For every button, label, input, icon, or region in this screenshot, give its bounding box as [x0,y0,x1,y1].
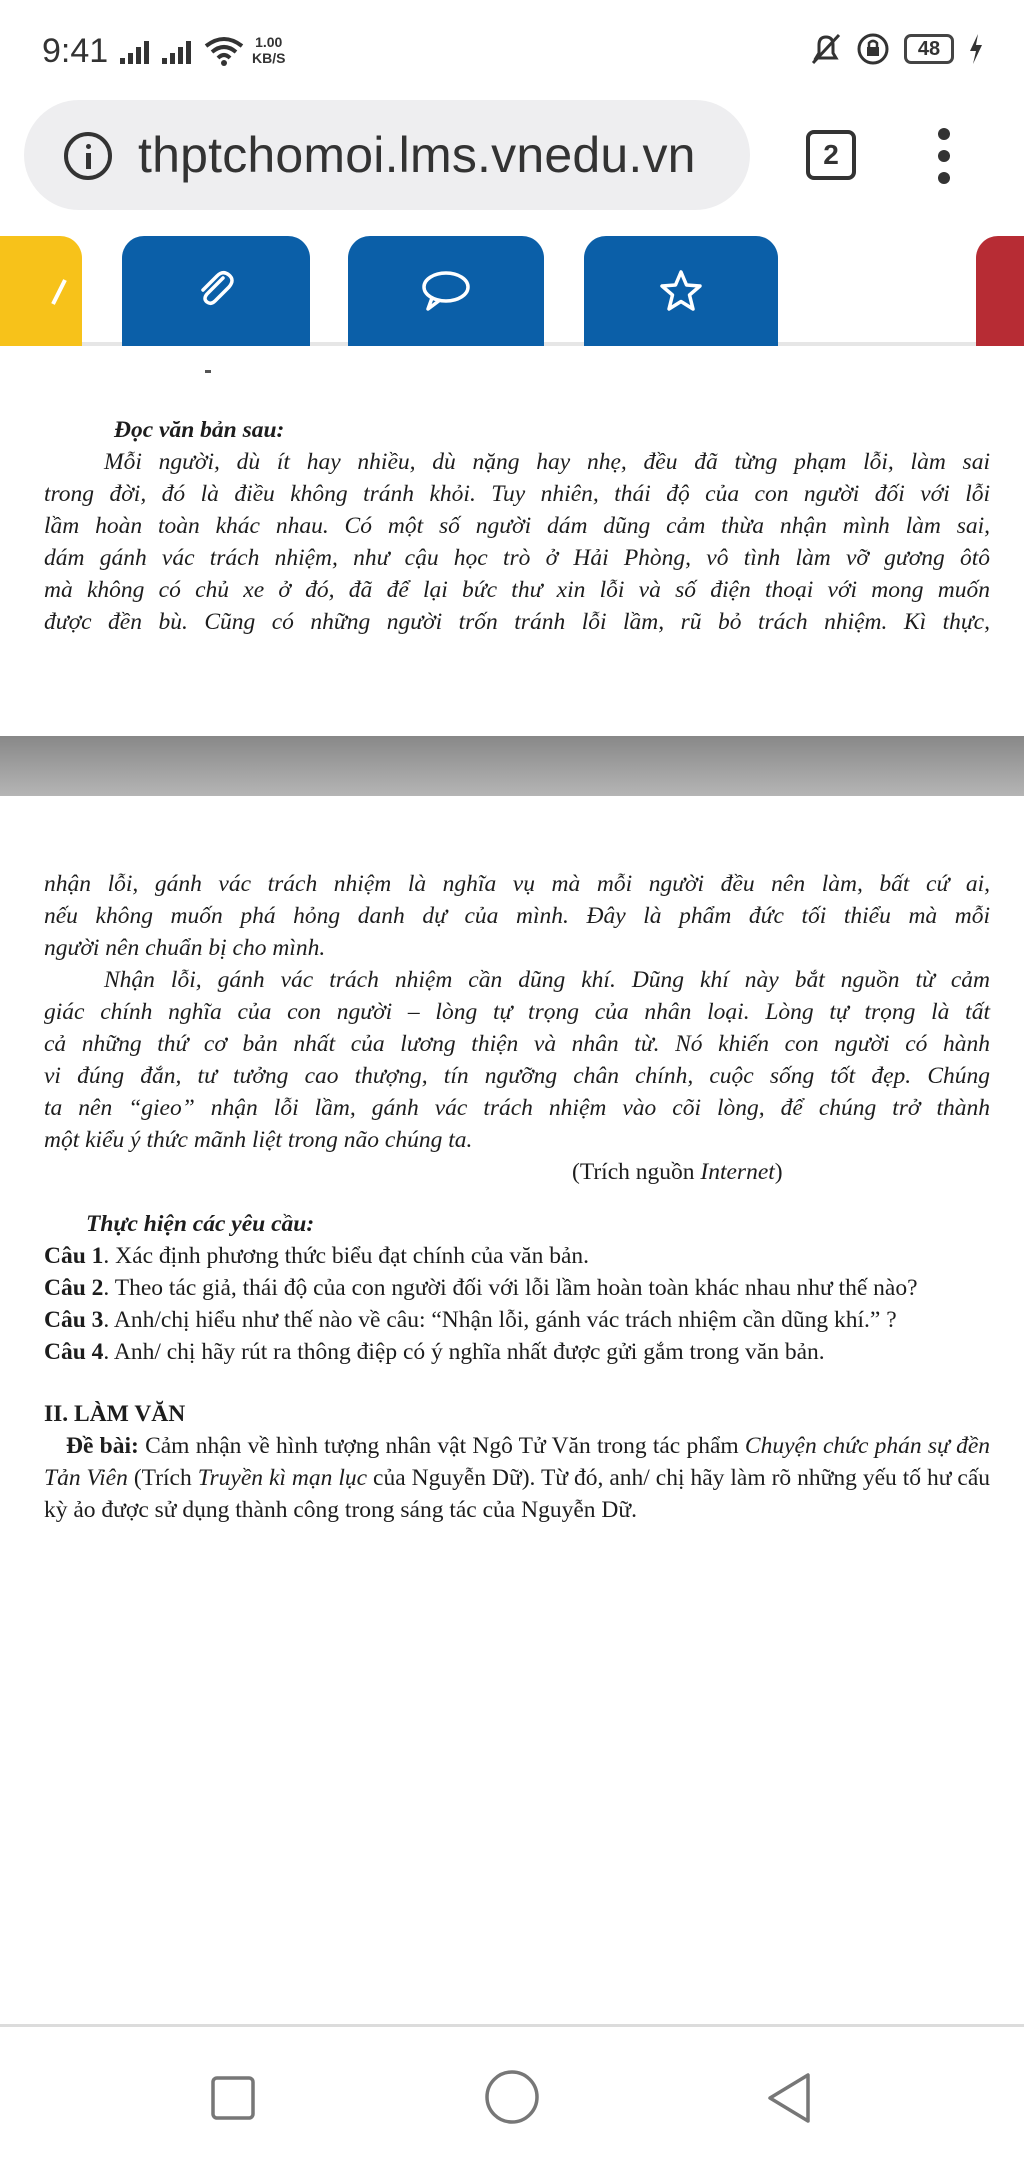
essay-text-c: (Trích [127,1465,198,1491]
document-toolbar [0,236,1024,346]
pencil-icon [51,276,71,306]
question-2 [44,1272,990,1304]
back-button[interactable] [764,2071,814,2125]
essay-prompt [44,1430,990,1526]
passage-line-10: Nhận lỗi, gánh vác trách nhiệm cần dũng khí. Dũng khí này bắt nguồn từ cảm [104,967,990,993]
tasks-heading: Thực hiện các yêu cầu: [86,1211,315,1237]
source-citation [44,1156,990,1188]
passage-line-13: vi đúng đắn, tư tưởng cao thượng, tín ngưỡng chân chính, cuộc sống tốt đẹp. Chúng [44,1063,990,1089]
lock-rotation-icon [856,32,890,66]
question-2-label: Câu 2 [44,1275,104,1301]
passage-line-15: một kiểu ý thức mãnh liệt trong não chúng ta. [44,1127,473,1153]
source-suffix: ) [774,1159,783,1185]
question-1-text: . Xác định phương thức biểu đạt chính của văn bản. [103,1243,589,1269]
overflow-menu-button[interactable] [930,128,960,188]
passage-line-11: giác chính nghĩa của con người – lòng tự trọng của nhân loại. Lòng tự trọng là tất [44,999,990,1025]
network-speed-value: 1.00 [255,34,283,50]
source-italic: Internet [700,1159,775,1185]
document-page-1 [0,350,1024,736]
question-2-text: . Theo tác giả, thái độ của con người đối với lỗi lầm hoàn toàn khác nhau như thế nào? [103,1275,918,1301]
passage-line-5: mà không có chủ xe ở đó, đã để lại bức thư xin lỗi và số điện thoại với mong muốn [44,577,990,603]
red-tool-button[interactable] [976,236,1024,346]
passage-line-8: nếu không muốn phá hỏng danh dự của mình. Đây là phẩm đức tối thiểu mà mỗi [44,903,990,929]
attachment-tool-button[interactable] [122,236,310,346]
bell-muted-icon [810,32,842,66]
status-bar [0,0,1024,100]
network-speed [252,34,285,66]
info-icon[interactable] [64,132,112,180]
question-3-text: . Anh/chị hiểu như thế nào về câu: “Nhận lỗi, gánh vác trách nhiệm cần dũng khí.” ? [103,1307,897,1333]
document-page-2 [0,796,1024,2024]
highlight-tool-button[interactable] [0,236,82,346]
wifi-icon [204,36,244,66]
source-prefix: (Trích nguồn [572,1159,701,1185]
question-1 [44,1240,990,1272]
passage-line-12: cả những thứ cơ bản nhất của lương thiện và nhân từ. Nó khiến con người có hành [44,1031,990,1057]
address-bar[interactable] [24,100,750,210]
browser-toolbar [0,100,1024,236]
question-1-label: Câu 1 [44,1243,104,1269]
question-4-label: Câu 4 [44,1339,104,1365]
signal-icon-2 [162,38,198,64]
passage-line-1: Mỗi người, dù ít hay nhiều, dù nặng hay nhẹ, đều đã từng phạm lỗi, làm sai [104,449,990,475]
passage-line-3: lầm hoàn toàn khác nhau. Có một số người dám dũng cảm thừa nhận mình làm sai, [44,513,990,539]
essay-work-title: Chuyện chức phán sự đền Tản Viên [44,1433,991,1491]
question-3 [44,1304,990,1336]
system-navigation-bar [0,2024,1024,2162]
page-mark [205,370,211,373]
question-4 [44,1336,990,1368]
reading-heading: Đọc văn bản sau: [114,417,285,443]
essay-text-e: của Nguyễn Dữ). Từ đó, anh/ chị hãy làm rõ những yếu tố hư cấu kỳ ảo được sử dụng thành công trong sáng tác của Nguyễn Dữ. [44,1465,991,1523]
question-4-text: . Anh/ chị hãy rút ra thông điệp có ý nghĩa nhất được gửi gắm trong văn bản. [103,1339,825,1365]
question-3-label: Câu 3 [44,1307,104,1333]
paperclip-icon [193,268,239,314]
passage-line-7: nhận lỗi, gánh vác trách nhiệm là nghĩa vụ mà mỗi người đều nên làm, bất cứ ai, [44,871,990,897]
passage-line-6: được đền bù. Cũng có những người trốn tránh lỗi lầm, rũ bỏ trách nhiệm. Kì thực, [44,609,990,635]
passage-line-14: ta nên “gieo” nhận lỗi lầm, gánh vác trách nhiệm vào cõi lòng, để chúng trở thành [44,1095,990,1121]
comment-icon [420,269,472,313]
favorite-tool-button[interactable] [584,236,778,346]
passage-line-9: người nên chuẩn bị cho mình. [44,935,326,961]
section-2-heading: II. LÀM VĂN [44,1401,186,1427]
essay-collection-title: Truyền kì mạn lục [197,1465,368,1491]
essay-text-a: Cảm nhận về hình tượng nhân vật Ngô Tử Văn trong tác phẩm [138,1433,745,1459]
star-icon [658,268,704,314]
tab-switcher-button[interactable]: 2 [806,130,856,180]
battery-icon: 48 [904,34,954,64]
charging-icon [968,34,984,64]
passage-line-2: trong đời, đó là điều không tránh khỏi. Tuy nhiên, thái độ của con người đối với lỗi [44,481,990,507]
essay-label: Đề bài: [66,1433,139,1459]
comment-tool-button[interactable] [348,236,544,346]
status-time: 9:41 [42,32,109,70]
home-button[interactable] [484,2069,540,2125]
signal-icon [120,38,156,64]
recents-button[interactable] [210,2075,256,2121]
status-right [810,32,984,66]
page-separator [0,736,1024,796]
url-text[interactable]: thptchomoi.lms.vnedu.vn [138,127,696,183]
network-speed-unit: KB/S [252,50,286,66]
passage-line-4: dám gánh vác trách nhiệm, như cậu học trò ở Hải Phòng, vô tình làm vỡ gương ôtô [44,545,990,571]
